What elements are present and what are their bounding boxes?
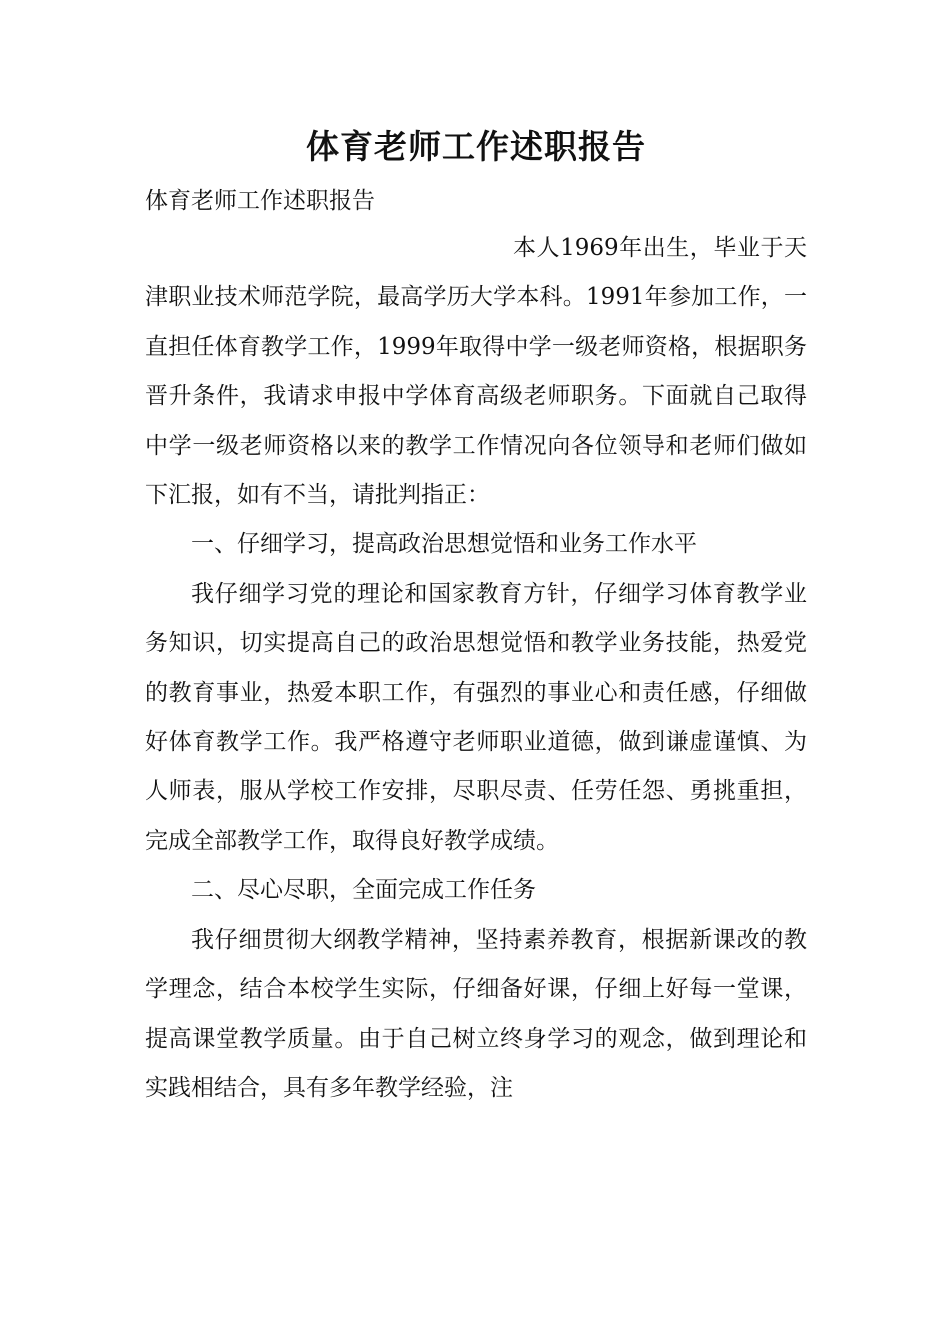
document-subtitle: 体育老师工作述职报告	[145, 188, 375, 214]
paragraph-section-1: 我仔细学习党的理论和国家教育方针，仔细学习体育教学业务知识，切实提高自己的政治思想觉悟和教学业务技能，热爱党的教育事业，热爱本职工作，有强烈的事业心和责任感，仔细做好体育教学工作。我严格遵守老师职业道德，做到谦虚谨慎、为人师表，服从学校工作安排，尽职尽责、任劳任怨、勇挑重担，完成全部教学工作，取得良好教学成绩。	[145, 580, 807, 854]
section-heading-2: 二、尽心尽职，全面完成工作任务	[191, 877, 536, 904]
paragraph-intro: 本人1969年出生，毕业于天津职业技术师范学院，最高学历大学本科。1991年参加工作，一直担任体育教学工作，1999年取得中学一级老师资格，根据职务晋升条件，我请求申报中学体育高级老师职务。下面就自己取得中学一级老师资格以来的教学工作情况向各位领导和老师们做如下汇报，如有不当，请批判指正：	[145, 235, 807, 509]
document-title: 体育老师工作述职报告	[306, 127, 646, 166]
paragraph-section-2: 我仔细贯彻大纲教学精神，坚持素养教育，根据新课改的教学理念，结合本校学生实际，仔细备好课，仔细上好每一堂课，提高课堂教学质量。由于自己树立终身学习的观念，做到理论和实践相结合，具有多年教学经验，注	[145, 926, 807, 1101]
section-heading-1: 一、仔细学习，提高政治思想觉悟和业务工作水平	[191, 531, 697, 558]
document-page	[145, 120, 807, 1113]
